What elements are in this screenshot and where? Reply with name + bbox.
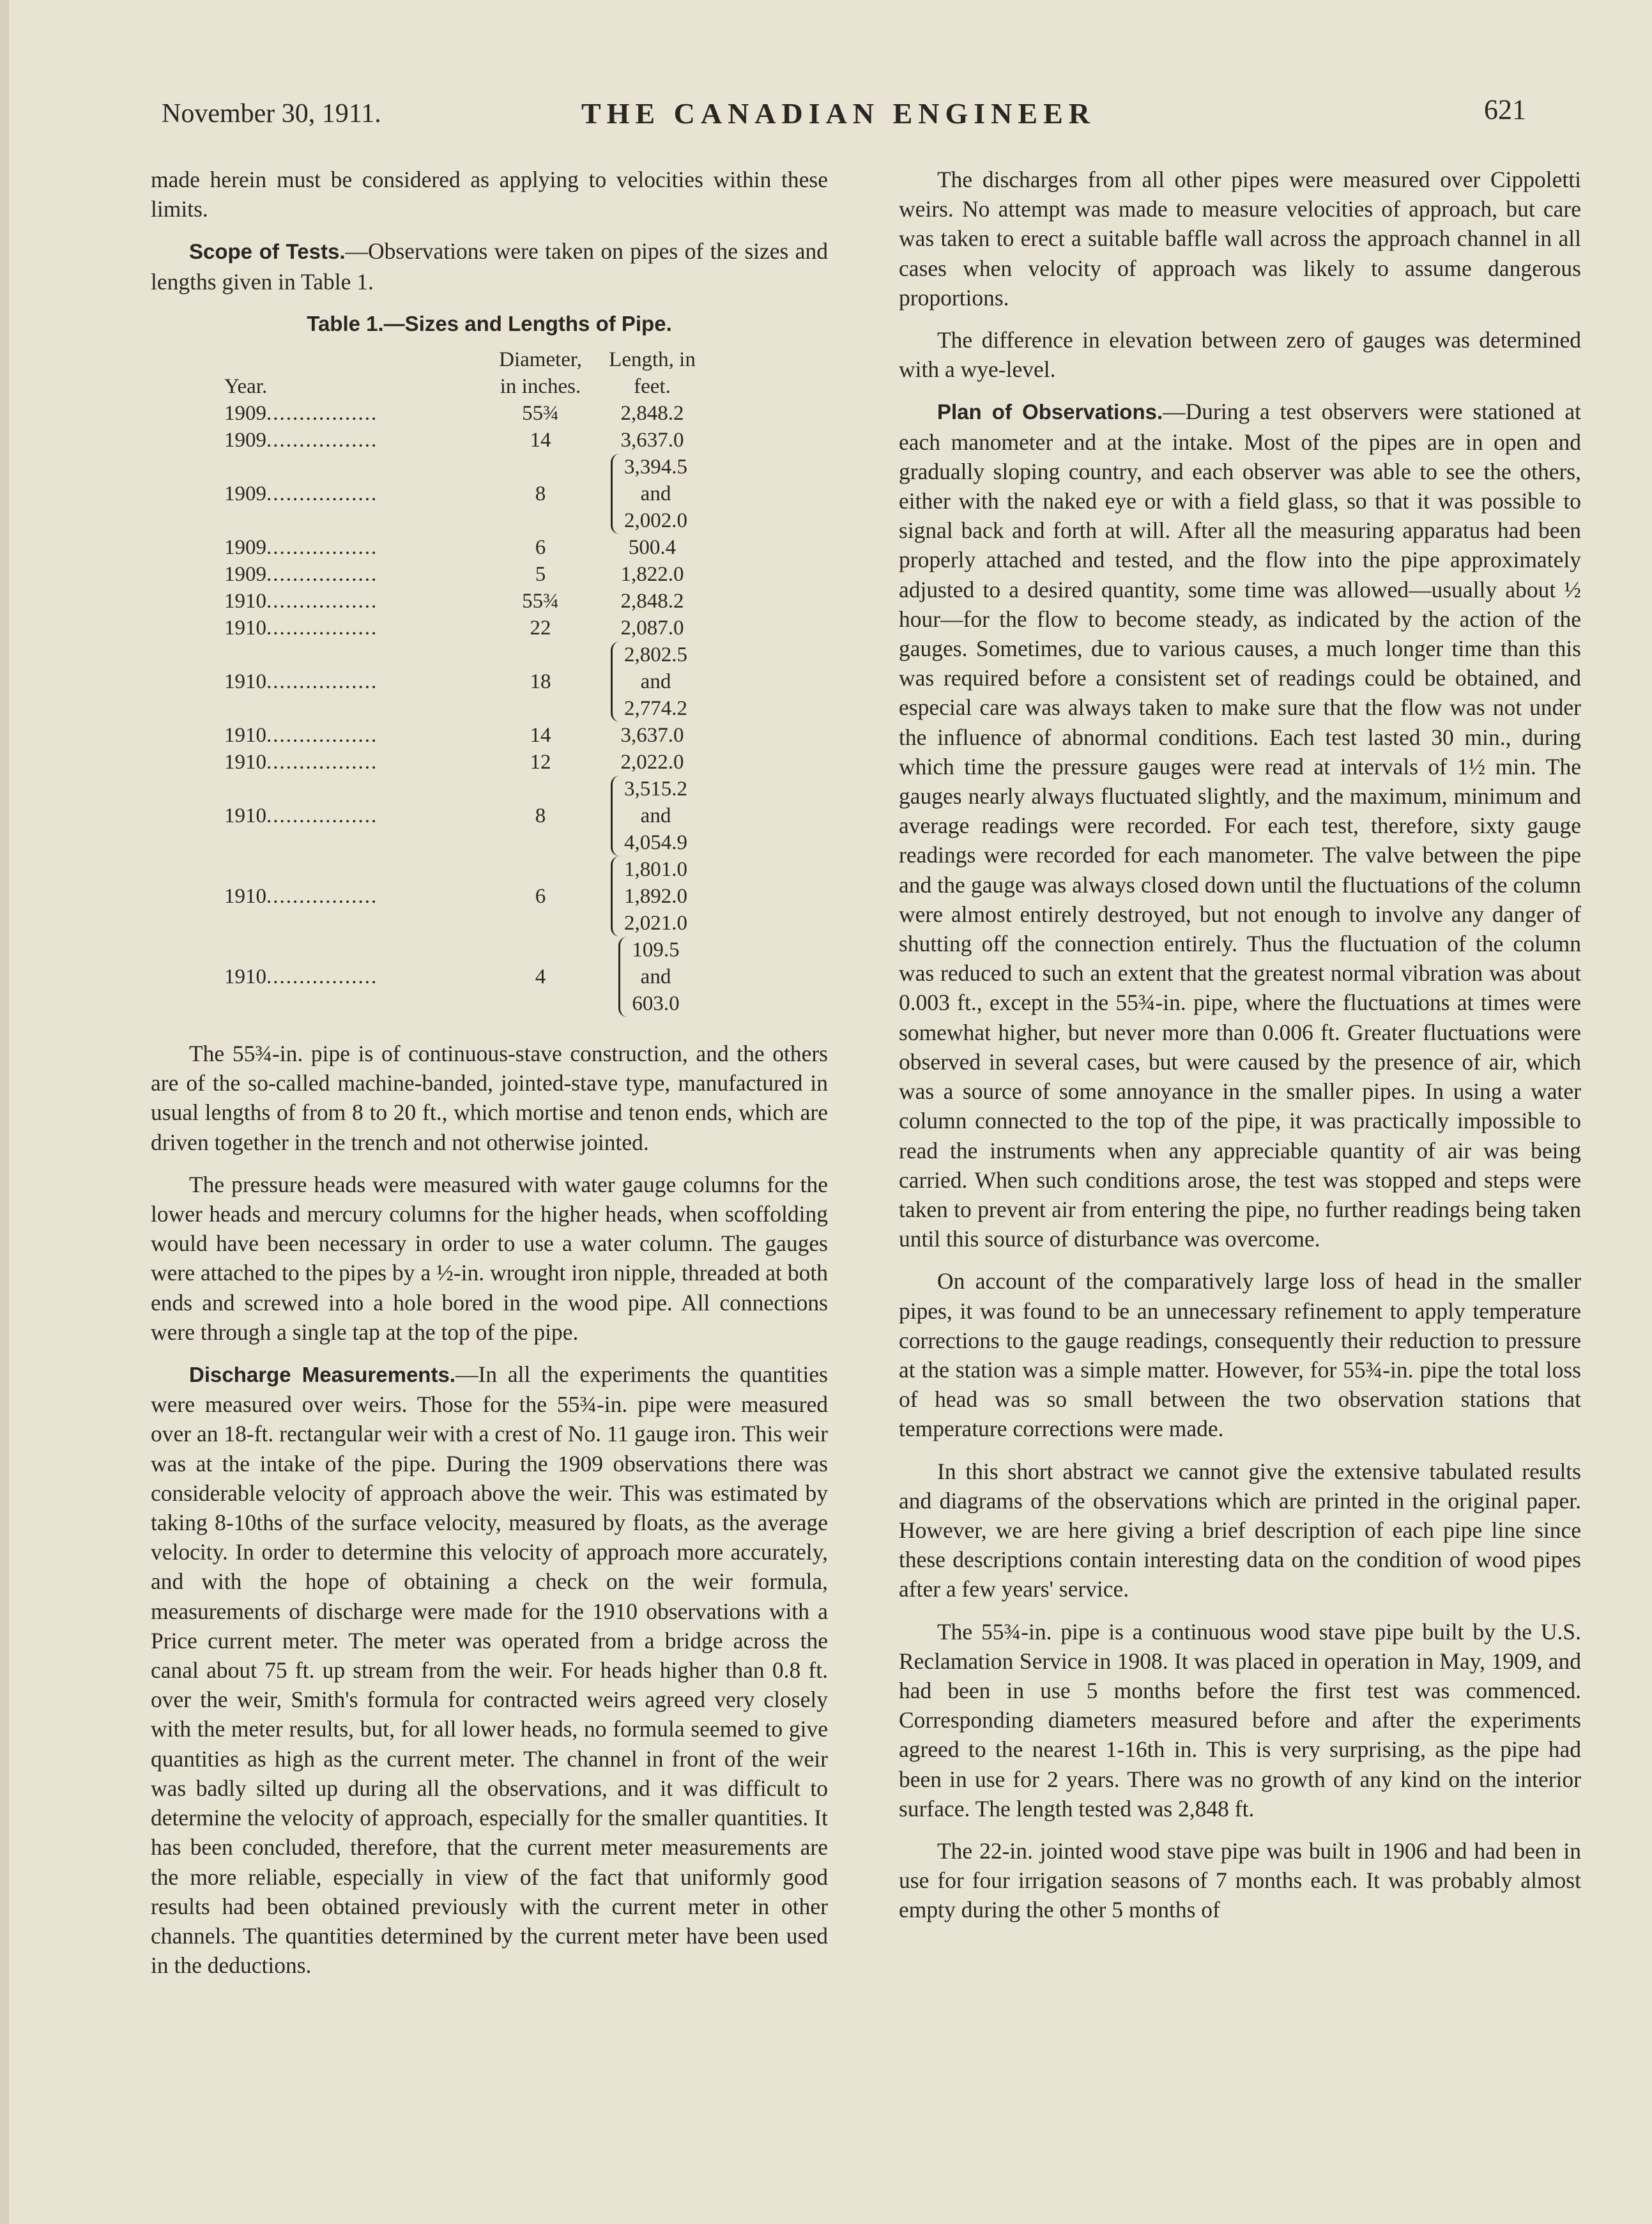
paragraph: The 55¾-in. pipe is a continuous wood stave pipe built by the U.S. Reclamation Service in 1908. It was placed in operation in May, 1909, and had been in use 5 months before the first test was commenced. Corresponding diameters measured before and after the experiments agreed to the nearest 1-16th in. This is very surprising, as the pipe had been in use for 2 years. There was no growth of any kind on the interior surface. The length tested was 2,848 ft. xyxy=(899,1618,1581,1821)
table-row xyxy=(224,534,716,561)
year-value: 1910 xyxy=(224,724,266,748)
length-value: 603.0 xyxy=(632,992,680,1016)
table-cell-diameter: 8 xyxy=(535,804,546,828)
page-number: 621 xyxy=(1484,94,1526,125)
page-edge xyxy=(0,0,9,2224)
leader-dots: ................. xyxy=(266,885,378,909)
table-cell-diameter: 5 xyxy=(535,563,546,587)
table-cell-year xyxy=(224,722,493,749)
paragraph: On account of the comparatively large loss of head in the smaller pipes, it was found to be an unnecessary refinement to apply temperature corrections to the gauge readings, consequently their reduction to pressure at the station was a simple matter. However, for 55¾-in. pipe the total loss of head was so small between the two observation stations that temperature corrections were made. xyxy=(899,1268,1581,1442)
year-value: 1909 xyxy=(224,536,266,560)
table-row xyxy=(224,454,716,534)
table-cell-year xyxy=(224,588,493,615)
paragraph: The 22-in. jointed wood stave pipe was built in 1906 and had been in use for four irrigation seasons of 7 months each. It was probably almost empty during the other 5 months of xyxy=(899,1837,1581,1923)
paragraph xyxy=(899,397,1581,1254)
year-value: 1910 xyxy=(224,590,266,613)
paragraph: The 55¾-in. pipe is of continuous-stave construction, and the others are of the so-called machine-banded, jointed-stave type, manufactured in usual lengths of from 8 to 20 ft., which mortise and tenon ends, which are driven together in the trench and not otherwise jointed. xyxy=(151,1041,828,1155)
year-value: 1909 xyxy=(224,482,266,506)
column-header-year: Year. xyxy=(224,375,268,399)
leader-dots: ................. xyxy=(266,617,378,640)
table-cell-length xyxy=(588,856,716,937)
leader-dots: ................. xyxy=(266,965,378,989)
table-cell-diameter: 22 xyxy=(530,617,551,640)
table-cell-length xyxy=(588,722,716,749)
table-cell-diameter: 14 xyxy=(530,724,551,748)
leader-dots: ................. xyxy=(266,670,378,694)
year-value: 1909 xyxy=(224,402,266,426)
leader-dots: ................. xyxy=(266,563,378,587)
table-cell-diameter: 55¾ xyxy=(522,590,559,613)
length-group xyxy=(588,615,716,641)
journal-title: THE CANADIAN ENGINEER xyxy=(581,97,1096,130)
leader-dots: ................. xyxy=(266,402,378,426)
paragraph: The difference in elevation between zero of gauges was determined with a wye-level. xyxy=(899,327,1581,383)
brace-group xyxy=(611,776,687,856)
table-cell-diameter: 18 xyxy=(530,670,551,694)
year-value: 1909 xyxy=(224,563,266,587)
table-cell-diameter: 6 xyxy=(535,885,546,909)
length-group xyxy=(588,561,716,588)
section-heading: Plan of Observations. xyxy=(937,400,1163,424)
length-value: 3,515.2 xyxy=(624,778,687,801)
table-row xyxy=(224,776,716,856)
table-cell-year xyxy=(224,749,493,776)
length-value: 1,822.0 xyxy=(620,563,684,587)
year-value: 1910 xyxy=(224,885,266,909)
year-value: 1910 xyxy=(224,670,266,694)
table-header-row xyxy=(224,346,716,400)
table-cell-length xyxy=(588,561,716,588)
section-heading: Scope of Tests. xyxy=(189,240,346,264)
table-row xyxy=(224,588,716,615)
table-cell-diameter: 6 xyxy=(535,536,546,560)
brace-group xyxy=(618,937,679,1017)
length-group xyxy=(588,427,716,454)
length-value: 500.4 xyxy=(628,536,677,560)
table-row xyxy=(224,427,716,454)
length-value: 3,637.0 xyxy=(620,429,684,452)
length-group xyxy=(588,588,716,615)
year-value: 1909 xyxy=(224,429,266,452)
section-heading: Discharge Measurements. xyxy=(189,1363,455,1387)
leader-dots: ................. xyxy=(266,429,378,452)
length-value: and xyxy=(640,670,671,694)
paragraph xyxy=(151,236,828,296)
table-cell-length xyxy=(588,534,716,561)
length-value: 1,892.0 xyxy=(624,885,687,909)
paragraph xyxy=(151,1360,828,1980)
header-date: November 30, 1911. xyxy=(162,99,381,128)
table-cell-year xyxy=(224,937,493,1017)
length-group xyxy=(588,534,716,561)
left-column xyxy=(151,165,828,1993)
table-row xyxy=(224,615,716,641)
length-value: and xyxy=(640,965,671,989)
table-cell-year xyxy=(224,427,493,454)
length-value: and xyxy=(640,482,671,506)
length-value: 2,021.0 xyxy=(624,912,687,935)
leader-dots: ................. xyxy=(266,724,378,748)
brace-group xyxy=(611,641,687,722)
brace-group xyxy=(611,856,687,937)
column-header-diameter: Diameter, in inches. xyxy=(499,348,582,399)
year-value: 1910 xyxy=(224,804,266,828)
length-value: 3,394.5 xyxy=(624,456,687,479)
paragraph: The discharges from all other pipes were measured over Cippoletti weirs. No attempt was made to measure velocities of approach, but care was taken to erect a suitable baffle wall across the approach channel in all cases when velocity of approach was likely to assume dangerous proportions. xyxy=(899,167,1581,311)
table-cell-year xyxy=(224,534,493,561)
right-column xyxy=(899,165,1581,1938)
paragraph-text: —Observations were taken on pipes of the sizes and lengths given in Table 1. xyxy=(151,238,828,295)
table-row xyxy=(224,749,716,776)
length-value: 2,848.2 xyxy=(620,590,684,613)
leader-dots: ................. xyxy=(266,536,378,560)
paragraph: The pressure heads were measured with water gauge columns for the lower heads and mercury columns for the higher heads, when scoffolding would have been necessary in order to use a water column. The gauges were attached to the pipes by a ½-in. wrought iron nipple, threaded at both ends and screwed into a hole bored in the wood pipe. All connections were through a single tap at the top of the pipe. xyxy=(151,1171,828,1345)
table-title: Table 1.—Sizes and Lengths of Pipe. xyxy=(307,311,672,335)
table-cell-length xyxy=(588,641,716,722)
table-cell-year xyxy=(224,641,493,722)
table-cell-length xyxy=(588,615,716,641)
table-cell-diameter: 14 xyxy=(530,429,551,452)
table-row xyxy=(224,856,716,937)
table-cell-year xyxy=(224,454,493,534)
table-row xyxy=(224,400,716,427)
table-row xyxy=(224,722,716,749)
table-cell-length xyxy=(588,427,716,454)
length-value: and xyxy=(640,804,671,828)
table-cell-length xyxy=(588,454,716,534)
table-cell-length xyxy=(588,776,716,856)
length-group xyxy=(588,749,716,776)
paragraph: made herein must be considered as applying to velocities within these limits. xyxy=(151,167,828,222)
table-row xyxy=(224,641,716,722)
paragraph: In this short abstract we cannot give the extensive tabulated results and diagrams of the observations which are printed in the original paper. However, we are here giving a brief description of each pipe line since these descriptions contain interesting data on the condition of wood pipes after a few years' service. xyxy=(899,1458,1581,1602)
table-cell-diameter: 55¾ xyxy=(522,402,559,426)
table-cell-length xyxy=(588,400,716,427)
length-value: 2,087.0 xyxy=(620,617,684,640)
table-cell-length xyxy=(588,937,716,1017)
table-cell-year xyxy=(224,856,493,937)
length-value: 1,801.0 xyxy=(624,858,687,882)
pipe-sizes-table xyxy=(224,346,716,1017)
length-value: 109.5 xyxy=(632,939,680,962)
length-value: 2,002.0 xyxy=(624,509,687,533)
table-cell-year xyxy=(224,400,493,427)
table-row xyxy=(224,937,716,1017)
brace-group xyxy=(611,454,687,534)
length-value: 2,022.0 xyxy=(620,751,684,774)
leader-dots: ................. xyxy=(266,590,378,613)
year-value: 1910 xyxy=(224,965,266,989)
leader-dots: ................. xyxy=(266,482,378,506)
table-cell-diameter: 4 xyxy=(535,965,546,989)
leader-dots: ................. xyxy=(266,804,378,828)
table-cell-year xyxy=(224,776,493,856)
column-header-length: Length, in feet. xyxy=(609,348,696,399)
length-group xyxy=(588,722,716,749)
length-value: 2,774.2 xyxy=(624,697,687,721)
year-value: 1910 xyxy=(224,751,266,774)
length-value: 2,802.5 xyxy=(624,643,687,667)
table-cell-length xyxy=(588,749,716,776)
year-value: 1910 xyxy=(224,617,266,640)
table-cell-diameter: 8 xyxy=(535,482,546,506)
length-value: 2,848.2 xyxy=(620,402,684,426)
leader-dots: ................. xyxy=(266,751,378,774)
table-cell-length xyxy=(588,588,716,615)
length-group xyxy=(588,400,716,427)
table-cell-diameter: 12 xyxy=(530,751,551,774)
length-value: 4,054.9 xyxy=(624,831,687,855)
paragraph-text: —During a test observers were stationed at each manometer and at the intake. Most of the pipes are in open and gradually sloping country, and each observer was able to see the others, either with the naked eye or with a field glass, so that it was possible to signal back and forth at will. After all the measuring apparatus had been properly attached and tested, and the flow into the pipe approximately adjusted to a desired quantity, some time was allowed—usually about ½ hour—for the flow to become steady, as indicated by the action of the gauges. Sometimes, due to various causes, a much longer time than this was required before a consistent set of readings could be obtained, and especial care was always taken to make sure that the flow was not under the influence of abnormal conditions. Each test lasted 30 min., during which time the pressure gauges were read at intervals of 1½ min. The gauges nearly always fluctuated slightly, and the maximum, minimum and average readings were recorded. For each test, therefore, sixty gauge readings were recorded for each manometer. The valve between the pipe and the gauge was always closed down until the fluctuations of the column were almost entirely destroyed, but not enough to involve any danger of shutting off the connection entirely. Thus the fluctuation of the column was reduced to such an extent that the greatest normal vibration was about 0.003 ft., except in the 55¾-in. pipe, where the fluctuations at times were somewhat higher, but never more than 0.006 ft. Greater fluctuations were observed in several cases, but were caused by the presence of air, which was a source of some annoyance in the smaller pipes. In using a water column connected to the top of the pipe, it was practically impossible to read the instruments when any appreciable quantity of air was being carried. When such conditions arose, the test was stopped and steps were taken to prevent air from entering the pipe, no further readings being taken until this source of disturbance was overcome. xyxy=(899,399,1581,1252)
table-cell-year xyxy=(224,615,493,641)
table-cell-year xyxy=(224,561,493,588)
paragraph-text: —In all the experiments the quantities were measured over weirs. Those for the 55¾-in. pipe were measured over an 18-ft. rectangular weir with a crest of No. 11 gauge iron. This weir was at the intake of the pipe. During the 1909 observations there was considerable velocity of approach above the weir. This was estimated by taking 8-10ths of the surface velocity, measured by floats, as the average velocity. In order to determine this velocity of approach more accurately, and with the hope of obtaining a check on the weir formula, measurements of discharge were made for the 1910 observations with a Price current meter. The meter was operated from a bridge across the canal about 75 ft. up stream from the weir. For heads higher than 0.8 ft. over the weir, Smith's formula for contracted weirs agreed very closely with the meter results, but, for all lower heads, no formula seemed to give quantities as high as the current meter. The channel in front of the weir was badly silted up during all the observations, and it was difficult to determine the velocity of approach, especially for the smaller quantities. It has been concluded, therefore, that the current meter measurements are the more reliable, especially in view of the fact that uniformly good results had been obtained previously with the current meter in other channels. The quantities determined by the current meter have been used in the deductions. xyxy=(151,1361,828,1979)
length-value: 3,637.0 xyxy=(620,724,684,748)
table-row xyxy=(224,561,716,588)
